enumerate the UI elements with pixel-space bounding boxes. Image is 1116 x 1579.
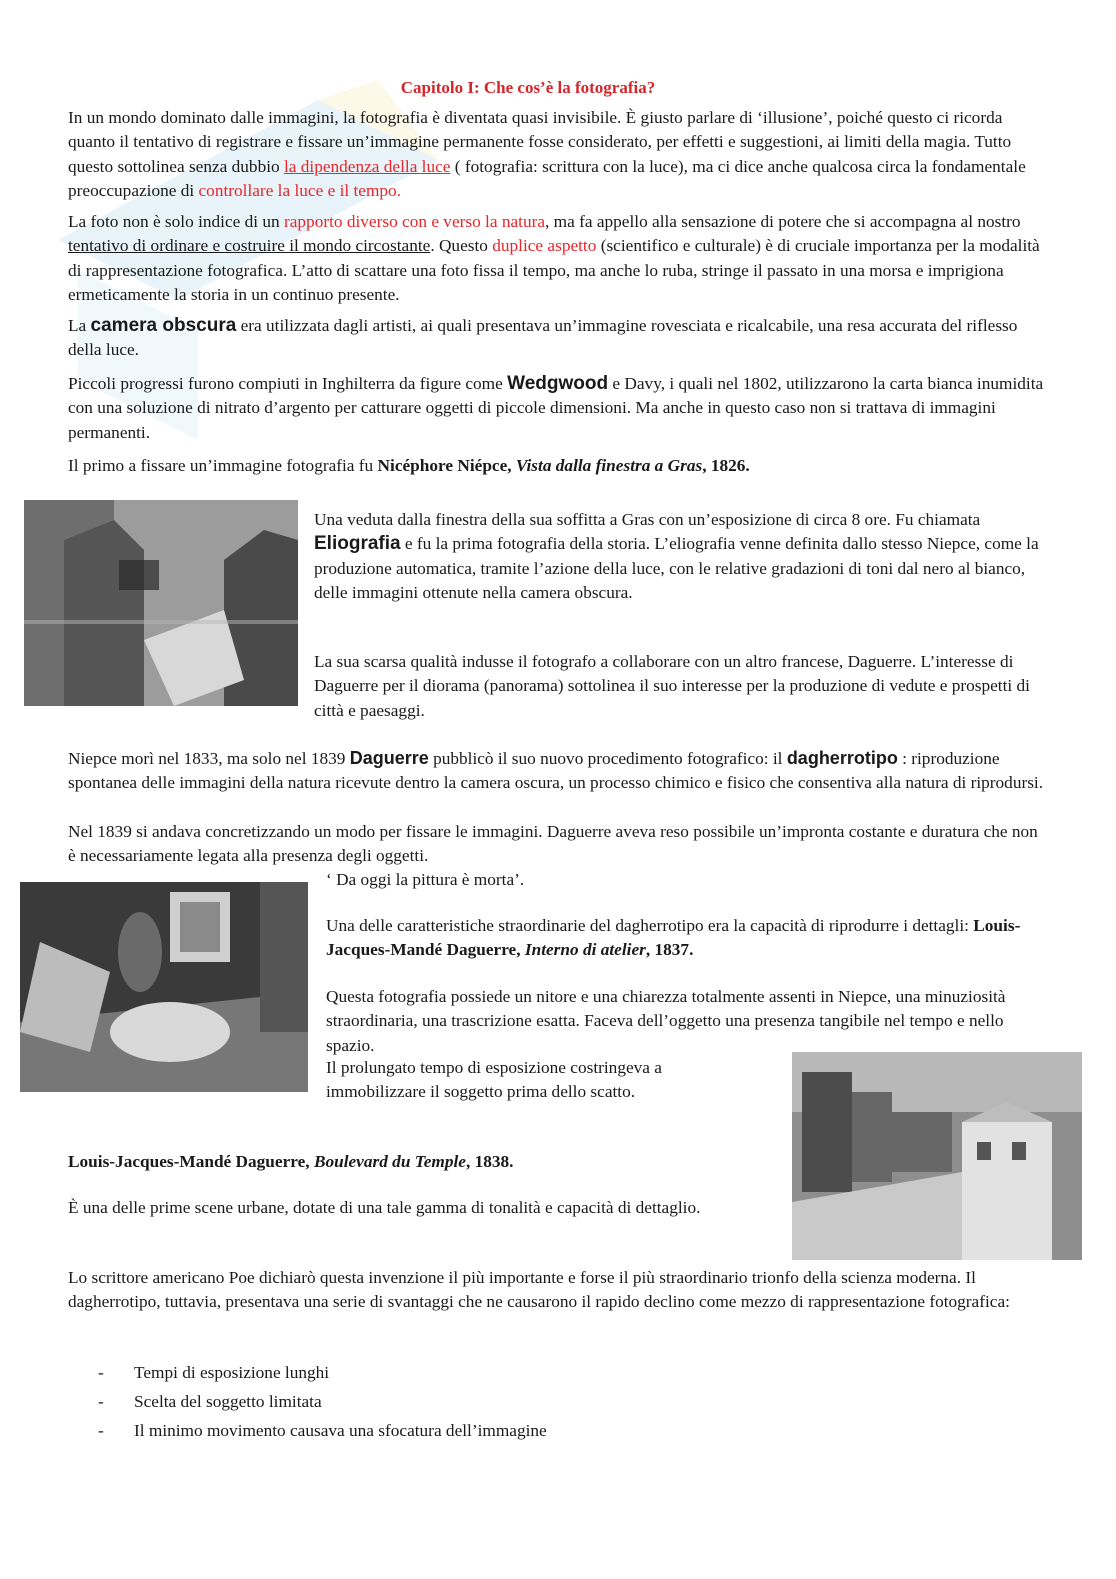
paragraph-camera-obscura: La camera obscura era utilizzata dagli artisti, ai quali presentava un’immagine rovesciata e ricalcabile, una resa accurata del riflesso della luce. (68, 315, 1018, 360)
quote-painting-dead: ‘ Da oggi la pittura è morta’. (326, 870, 525, 889)
highlight-light-dependence: la dipendenza della luce (283, 156, 451, 176)
paragraph-eliografia: Una veduta dalla finestra della sua soffitta a Gras con un’esposizione di circa 8 ore. Fu chiamata Eliografia e fu la prima fotografia della storia. L’eliografia venne definita dallo stesso Niepce, come la produzione automatica, tramite l’azione della luce, con le relative gradazioni di toni dal nero al bianco, delle immagini ottenute nella camera obscura. (314, 510, 1039, 603)
paragraph-1839: Nel 1839 si andava concretizzando un modo per fissare le immagini. Daguerre aveva reso possibile un’impronta costante e duratura che non è necessariamente legata alla presenza degli oggetti. (68, 822, 1038, 866)
paragraph-wedgwood: Piccoli progressi furono compiuti in Inghilterra da figure come Wedgwood e Davy, i quali nel 1802, utilizzarono la carta bianca inumidita con una soluzione di nitrato d’argento per catturare oggetti di piccole dimensioni. Ma anche in questo caso non si trattava di immagini permanenti. (68, 373, 1044, 442)
paragraph-intro: In un mondo dominato dalle immagini, la fotografia è diventata quasi invisibile. È giusto parlare di ‘illusione’, poiché questo ci ricorda quanto il tentativo di registrare e fissare un’immagine permanente fosse considerato, per effetti e suggestioni, ai limiti della magia. Tutto questo sottolinea senza dubbio la dipendenza della luce ( fotografia: scrittura con la luce), ma ci dice anche qualcosa circa la fondamentale preoccupazione di controllare la luce e il tempo. (68, 108, 1026, 201)
paragraph-urban-scene: È una delle prime scene urbane, dotate di una tale gamma di tonalità e capacità di dettaglio. (68, 1198, 701, 1217)
paragraph-nature: La foto non è solo indice di un rapporto diverso con e verso la natura, ma fa appello alla sensazione di potere che si accompagna al nostro tentativo di ordinare e costruire il mondo circostante. Questo duplice aspetto (scientifico e culturale) è di cruciale importanza per la modalità di rappresentazione fotografica. L’atto di scattare una foto fissa il tempo, ma anche lo ruba, stringe il passato in una morsa e imprigiona ermeticamente la storia in un continuo presente. (68, 212, 1040, 305)
photo-interno-di-atelier (20, 882, 308, 1092)
page-title: Capitolo I: Che cos’è la fotografia? (400, 78, 656, 97)
caption-boulevard: Louis-Jacques-Mandé Daguerre, Boulevard du Temple, 1838. (68, 1152, 514, 1171)
paragraph-niepce: Il primo a fissare un’immagine fotografia fu Nicéphore Niépce, Vista dalla finestra a Gras, 1826. (68, 456, 750, 475)
paragraph-daguerre-collab: La sua scarsa qualità indusse il fotografo a collaborare con un altro francese, Daguerre. L’interesse di Daguerre per il diorama (panorama) sottolinea il suo interesse per la produzione di vedute e prospetti di città e paesaggi. (314, 652, 1030, 720)
paragraph-dagherrotipo: Niepce morì nel 1833, ma solo nel 1839 Daguerre pubblicò il suo nuovo procedimento fotografico: il dagherrotipo : riproduzione spontanea delle immagini della natura ricevute dentro la camera oscura, un processo chimico e fisico che consentiva alla natura di riprodursi. (68, 748, 1044, 793)
disadvantages-list (98, 1361, 547, 1448)
paragraph-details: Una delle caratteristiche straordinarie del dagherrotipo era la capacità di riprodurre i dettagli: Louis-Jacques-Mandé Daguerre, Interno di atelier, 1837. (326, 916, 1021, 960)
paragraph-exposure: Il prolungato tempo di esposizione costringeva a immobilizzare il soggetto prima dello scatto. (326, 1058, 662, 1102)
paragraph-nitore: Questa fotografia possiede un nitore e una chiarezza totalmente assenti in Niepce, una minuziosità straordinaria, una trascrizione esatta. Faceva dell’oggetto una presenza tangibile nel tempo e nello spazio. (326, 987, 1006, 1055)
highlight-control-light: controllare la luce e il tempo. (198, 181, 402, 201)
list-item: - Scelta del soggetto limitata (98, 1392, 322, 1411)
list-item: - Tempi di esposizione lunghi (98, 1363, 330, 1382)
photo-view-from-window (24, 500, 298, 706)
list-item: - Il minimo movimento causava una sfocatura dell’immagine (98, 1421, 547, 1440)
paragraph-poe: Lo scrittore americano Poe dichiarò questa invenzione il più importante e forse il più straordinario trionfo della scienza moderna. Il dagherrotipo, tuttavia, presentava una serie di svantaggi che ne causarono il rapido declino come mezzo di rappresentazione fotografica: (68, 1268, 1010, 1312)
